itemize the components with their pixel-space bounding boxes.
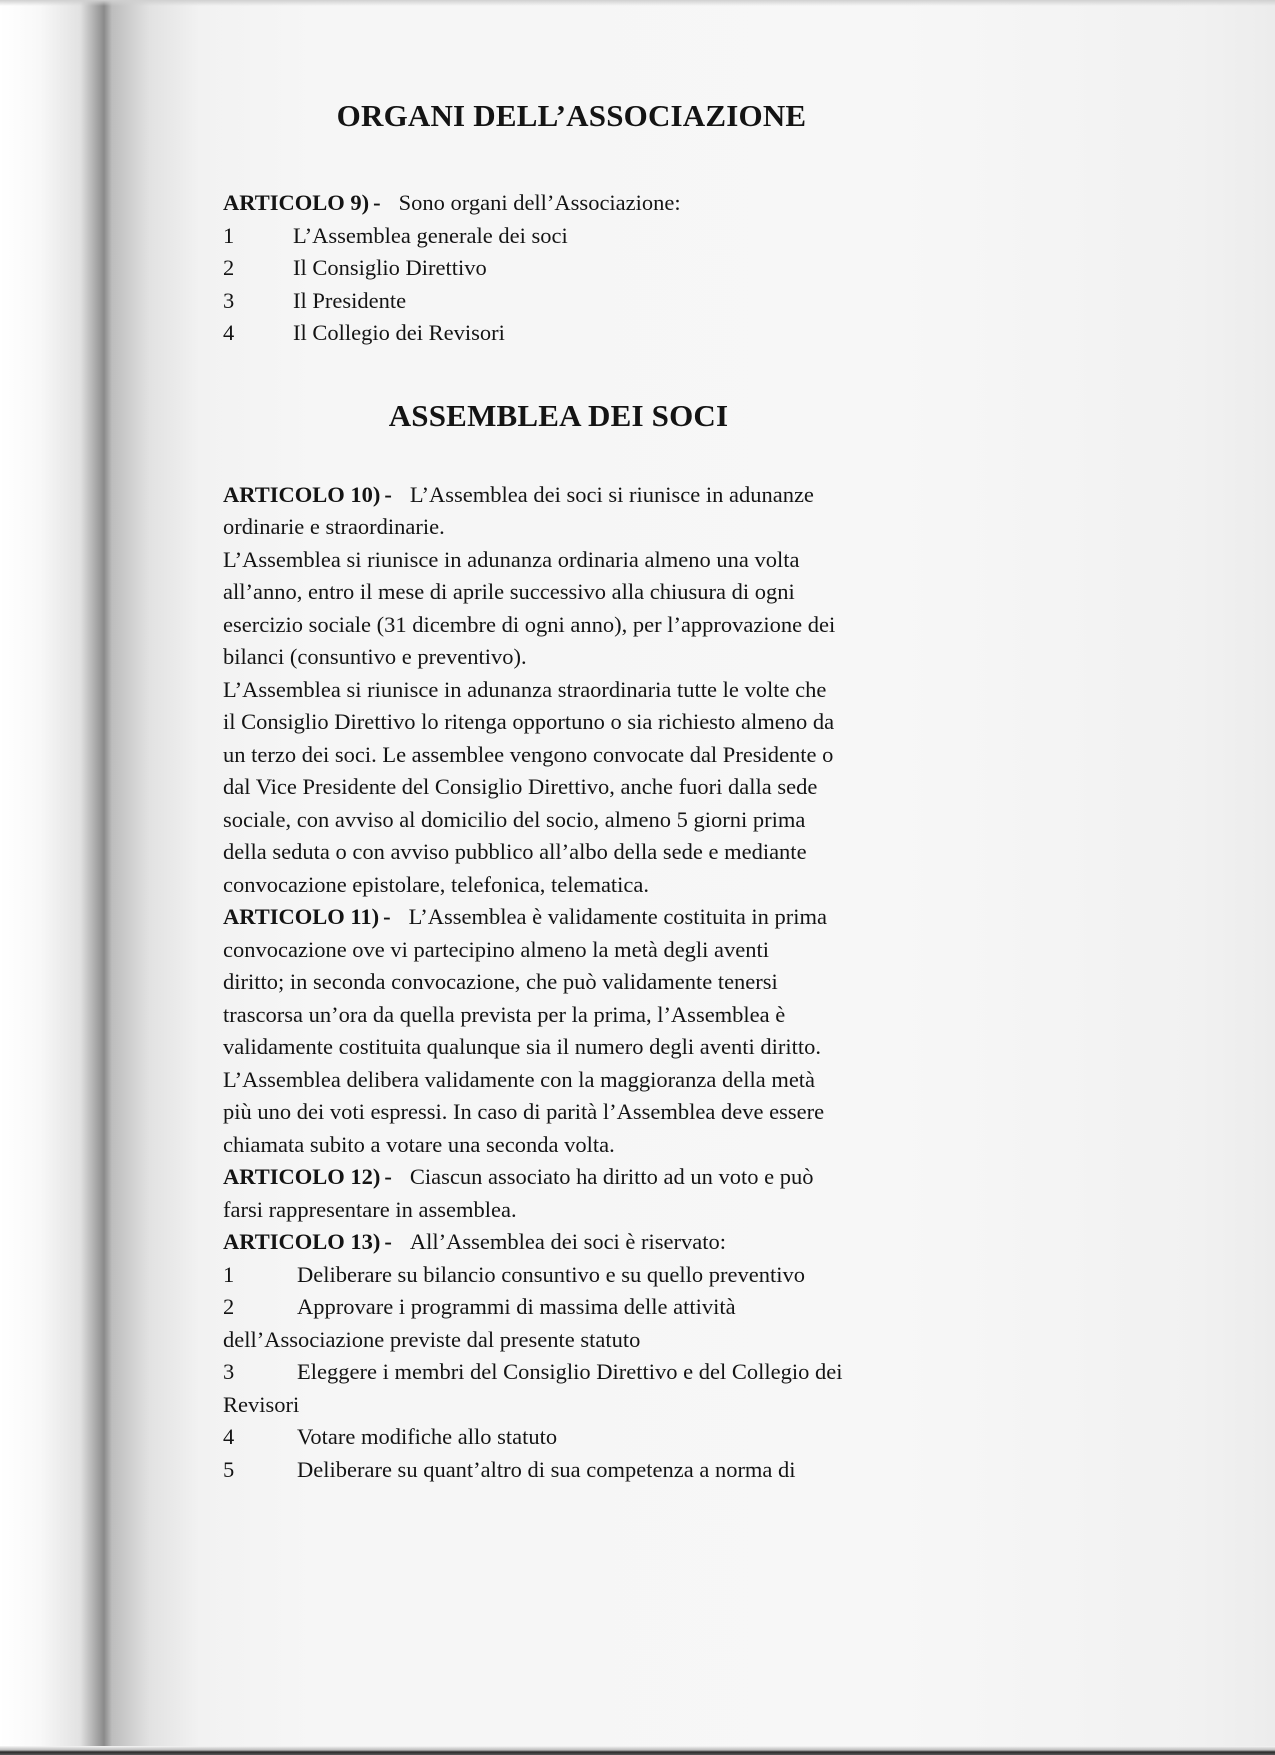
article-11-line: convocazione ove vi partecipino almeno la metà degli aventi bbox=[223, 936, 770, 962]
list-item-text: Eleggere i membri del Consiglio Direttivo e del Collegio dei bbox=[297, 1359, 843, 1384]
article-13-dash: - bbox=[384, 1229, 392, 1254]
list-item-number: 4 bbox=[223, 320, 235, 345]
list-item-number: 3 bbox=[223, 287, 235, 313]
list-item bbox=[223, 220, 935, 253]
article-11-line: L’Assemblea delibera validamente con la maggioranza della metà bbox=[223, 1066, 816, 1092]
article-10-line: il Consiglio Direttivo lo ritenga opportuno o sia richiesto almeno da bbox=[223, 709, 835, 734]
list-item-text: Deliberare su quant’altro di sua competenza a norma di bbox=[297, 1456, 796, 1482]
list-item-text: Deliberare su bilancio consuntivo e su quello preventivo bbox=[297, 1261, 805, 1287]
article-11-heading-label: ARTICOLO 11) bbox=[223, 904, 380, 929]
article-10-line: bilanci (consuntivo e preventivo). bbox=[223, 644, 527, 669]
list-item-text: Il Collegio dei Revisori bbox=[293, 320, 505, 345]
article-9-heading bbox=[223, 187, 381, 220]
article-11-line: più uno dei voti espressi. In caso di parità l’Assemblea deve essere bbox=[223, 1099, 825, 1124]
article-12-text: Ciascun associato ha diritto ad un voto e può bbox=[409, 1164, 814, 1189]
article-12-line bbox=[223, 1161, 935, 1194]
article-13 bbox=[223, 1226, 935, 1486]
list-item-number: 1 bbox=[223, 222, 235, 248]
page-top-edge bbox=[0, 0, 1275, 6]
article-10 bbox=[223, 479, 935, 902]
article-11-heading bbox=[223, 901, 391, 934]
article-13-intro: All’Assemblea dei soci è riservato: bbox=[409, 1229, 727, 1254]
list-item bbox=[223, 317, 935, 350]
list-item bbox=[223, 252, 935, 285]
article-12-heading bbox=[223, 1161, 392, 1194]
article-10-line: L’Assemblea si riunisce in adunanza straordinaria tutte le volte che bbox=[223, 676, 827, 702]
article-9-intro: Sono organi dell’Associazione: bbox=[398, 190, 681, 215]
article-11-line: chiamata subito a votare una seconda volta. bbox=[223, 1131, 615, 1157]
list-item-text: Votare modifiche allo statuto bbox=[297, 1424, 558, 1449]
list-item bbox=[223, 1291, 935, 1324]
article-12-line: farsi rappresentare in assemblea. bbox=[223, 1196, 517, 1222]
article-13-intro-line bbox=[223, 1226, 935, 1259]
article-10-line: esercizio sociale (31 dicembre di ogni anno), per l’approvazione dei bbox=[223, 611, 836, 637]
article-13-heading bbox=[223, 1226, 392, 1259]
article-10-heading bbox=[223, 479, 392, 512]
article-9 bbox=[223, 187, 935, 350]
article-10-heading-label: ARTICOLO 10) bbox=[223, 481, 381, 507]
article-9-intro-line bbox=[223, 187, 935, 220]
list-item-number: 4 bbox=[223, 1424, 235, 1449]
article-9-dash: - bbox=[373, 190, 381, 215]
list-item bbox=[223, 1259, 935, 1292]
article-10-line: un terzo dei soci. Le assemblee vengono convocate dal Presidente o bbox=[223, 741, 834, 767]
list-item-number: 1 bbox=[223, 1261, 235, 1287]
list-item-continuation: dell’Associazione previste dal presente statuto bbox=[223, 1326, 641, 1352]
article-11-line: trascorsa un’ora da quella prevista per la prima, l’Assemblea è bbox=[223, 1001, 786, 1027]
article-10-line bbox=[223, 479, 935, 512]
list-item bbox=[223, 1454, 935, 1487]
article-11 bbox=[223, 901, 935, 1161]
article-11-line: diritto; in seconda convocazione, che può validamente tenersi bbox=[223, 969, 778, 994]
list-item-number: 2 bbox=[223, 255, 235, 280]
list-item bbox=[223, 1356, 935, 1389]
article-10-line: ordinarie e straordinarie. bbox=[223, 514, 445, 539]
article-12-heading-label: ARTICOLO 12) bbox=[223, 1164, 381, 1189]
page-bottom-edge bbox=[0, 1746, 1275, 1755]
article-12 bbox=[223, 1161, 935, 1226]
article-9-heading-label: ARTICOLO 9) bbox=[223, 190, 370, 215]
list-item bbox=[223, 285, 935, 318]
list-item-text: Il Presidente bbox=[293, 287, 407, 313]
article-13-heading-label: ARTICOLO 13) bbox=[223, 1229, 381, 1254]
list-item-number: 2 bbox=[223, 1294, 235, 1319]
list-item-continuation: Revisori bbox=[223, 1391, 300, 1417]
list-item-text: L’Assemblea generale dei soci bbox=[293, 222, 568, 248]
article-12-dash: - bbox=[384, 1164, 392, 1189]
list-item-number: 5 bbox=[223, 1456, 235, 1482]
article-10-dash: - bbox=[384, 481, 392, 507]
article-10-line: dal Vice Presidente del Consiglio Direttivo, anche fuori dalla sede bbox=[223, 774, 818, 799]
document-body bbox=[223, 96, 935, 1486]
article-10-line: all’anno, entro il mese di aprile successivo alla chiusura di ogni bbox=[223, 579, 795, 604]
article-10-line: sociale, con avviso al domicilio del socio, almeno 5 giorni prima bbox=[223, 806, 806, 832]
article-10-text: L’Assemblea dei soci si riunisce in adunanze bbox=[409, 481, 814, 507]
article-11-line bbox=[223, 901, 935, 934]
list-item bbox=[223, 1421, 935, 1454]
article-11-text: L’Assemblea è validamente costituita in prima bbox=[408, 904, 828, 929]
list-item-text: Approvare i programmi di massima delle attività bbox=[297, 1294, 736, 1319]
article-11-dash: - bbox=[383, 904, 391, 929]
article-11-line: validamente costituita qualunque sia il numero degli aventi diritto. bbox=[223, 1034, 821, 1059]
article-10-line: convocazione epistolare, telefonica, telematica. bbox=[223, 871, 650, 897]
article-10-line: L’Assemblea si riunisce in adunanza ordinaria almeno una volta bbox=[223, 546, 800, 572]
section-title-assembly: ASSEMBLEA DEI SOCI bbox=[388, 397, 729, 433]
list-item-number: 3 bbox=[223, 1359, 235, 1384]
section-title-organs: ORGANI DELL’ASSOCIAZIONE bbox=[336, 98, 807, 133]
article-10-line: della seduta o con avviso pubblico all’albo della sede e mediante bbox=[223, 839, 807, 864]
list-item-text: Il Consiglio Direttivo bbox=[293, 255, 487, 280]
